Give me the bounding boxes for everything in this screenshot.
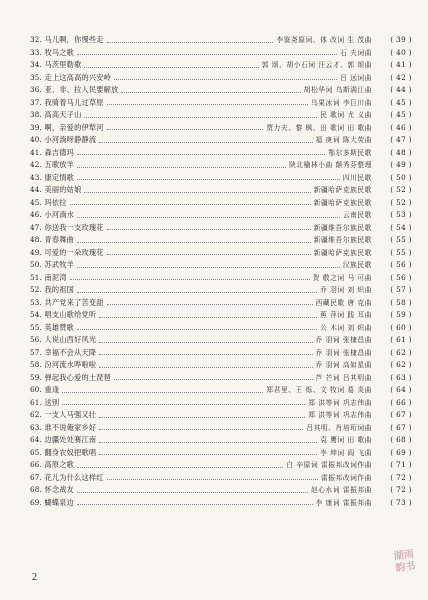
entry-credits: 乔 羽词 刘 炽曲 (320, 286, 372, 294)
leader-dots (107, 471, 318, 480)
entry-page-number: ( 61 ) (390, 335, 412, 344)
leader-dots (107, 221, 311, 230)
toc-entry (30, 397, 412, 410)
leader-dots (62, 384, 263, 393)
leader-dots (107, 96, 308, 105)
toc-entry (30, 109, 412, 122)
entry-title: 51. 南泥湾 (30, 272, 67, 282)
entry-credits: 乔 羽词 张棣昌曲 (315, 336, 372, 344)
entry-page-number: ( 64 ) (390, 385, 412, 394)
entry-credits: 李 坤词 阎 飞曲 (320, 448, 372, 457)
entry-title: 46. 小河淌水 (30, 210, 75, 219)
leader-dots (99, 334, 312, 343)
entry-title: 62. 一支人马强又壮 (30, 410, 97, 419)
leader-dots (121, 84, 300, 93)
entry-page-number: ( 57 ) (390, 285, 412, 294)
entry-page-number: ( 56 ) (390, 272, 412, 282)
entry-credits: 云南民歌 (342, 211, 372, 219)
entry-page-number: ( 66 ) (390, 397, 412, 407)
stamp-line-1: 湖雨 (393, 548, 415, 563)
entry-page-number: ( 59 ) (390, 310, 412, 319)
toc-entry (30, 97, 412, 110)
entry-credits: 李鉴尧原词、体 改词 生 茂曲 (276, 36, 372, 44)
entry-title: 40. 小河淌呀静静流 (30, 135, 97, 144)
entry-title: 35. 走上这高高的兴安岭 (30, 72, 112, 82)
entry-title: 36. 亚、非、拉人民要解放 (30, 85, 119, 94)
toc-entry (30, 372, 412, 385)
entry-page-number: ( 39 ) (390, 35, 412, 44)
entry-credits: 赵心水词 雷振邦曲 (310, 486, 372, 494)
toc-entry (30, 334, 412, 347)
entry-page-number: ( 53 ) (390, 210, 412, 219)
entry-title: 33. 牧马之歌 (30, 47, 75, 57)
entry-title: 54. 唱支山歌给党听 (30, 310, 97, 319)
entry-credits: 郑 洪等词 巩志伟曲 (308, 398, 372, 407)
toc-entry (30, 222, 412, 235)
entry-page-number: ( 52 ) (390, 197, 412, 207)
leader-dots (99, 421, 303, 430)
entry-credits: 郭 颂、胡小石词 汪云才、郭 颂曲 (261, 61, 372, 69)
entry-page-number: ( 45 ) (390, 110, 412, 119)
entry-title: 41. 森吉德玛 (30, 147, 75, 157)
entry-title: 53. 共产党来了苦变甜 (30, 297, 104, 307)
table-of-contents (30, 34, 412, 509)
entry-credits: 乔 羽词 高如星曲 (315, 361, 372, 369)
entry-title: 58. 汾河流水哗啦啦 (30, 360, 97, 369)
leader-dots (107, 121, 264, 130)
toc-entry (30, 384, 412, 397)
toc-entry (30, 284, 412, 297)
leader-dots (77, 159, 286, 168)
entry-credits: 新疆维吾尔族民歌 (313, 236, 372, 244)
leader-dots (77, 496, 312, 505)
entry-title: 42. 五歌放羊 (30, 160, 75, 169)
entry-page-number: ( 46 ) (390, 122, 412, 132)
watermark-stamp (383, 547, 428, 594)
entry-title: 37. 我骑着马儿过草原 (30, 97, 104, 107)
entry-title: 68. 怀念战友 (30, 485, 75, 494)
entry-page-number: ( 52 ) (390, 185, 412, 194)
entry-title: 69. 蝴蝶泉边 (30, 497, 75, 507)
entry-page-number: ( 68 ) (390, 435, 412, 444)
leader-dots (99, 409, 305, 418)
entry-credits: 白 辛原词 雷振邦改词作曲 (286, 461, 372, 469)
leader-dots (99, 134, 312, 143)
toc-entry (30, 122, 412, 135)
entry-title: 55. 英雄赞歌 (30, 322, 75, 332)
entry-page-number: ( 54 ) (390, 222, 412, 232)
entry-title: 49. 可爱的一朵玫瑰花 (30, 247, 104, 257)
entry-page-number: ( 67 ) (390, 410, 412, 419)
entry-title: 50. 苏武牧羊 (30, 260, 75, 269)
leader-dots (62, 396, 305, 405)
leader-dots (107, 296, 313, 305)
toc-entry (30, 422, 412, 435)
entry-title: 44. 美丽的姑娘 (30, 185, 82, 194)
leader-dots (84, 59, 258, 68)
entry-title: 39. 啊，亲爱的伊犁河 (30, 122, 104, 132)
entry-credits: 吕 远词曲 (340, 73, 372, 82)
entry-credits: 胡松华词 乌斯满江曲 (303, 86, 372, 94)
toc-entry (30, 59, 412, 72)
toc-entry (30, 197, 412, 210)
entry-credits: 袁 鹰词 田 歌曲 (320, 436, 372, 444)
leader-dots (70, 271, 310, 280)
toc-entry (30, 459, 412, 472)
entry-title: 45. 玛依拉 (30, 197, 67, 207)
leader-dots (77, 459, 283, 468)
toc-entry (30, 34, 412, 47)
entry-credits: 公 木词 刘 炽曲 (320, 323, 372, 332)
entry-title: 47. 你送我一支玫瑰花 (30, 222, 104, 232)
toc-entry (30, 322, 412, 335)
entry-credits: 民 歌词 尤 义曲 (320, 111, 372, 119)
entry-credits: 乌果冰词 李巨川曲 (310, 98, 372, 107)
toc-entry (30, 272, 412, 285)
entry-credits: 乔 羽词 张棣昌曲 (315, 348, 372, 357)
toc-entry (30, 472, 412, 485)
entry-title: 43. 康定情歌 (30, 172, 75, 182)
entry-page-number: ( 50 ) (390, 172, 412, 182)
entry-credits: 雷振邦改词作曲 (320, 473, 372, 482)
entry-credits: 陕北榆林小曲 颠秀芬整理 (289, 161, 372, 169)
entry-title: 64. 边疆处处赛江南 (30, 435, 97, 444)
entry-page-number: ( 72 ) (390, 485, 412, 494)
stamp-line-2: 韵书 (394, 560, 417, 575)
entry-page-number: ( 48 ) (390, 147, 412, 157)
leader-dots (99, 446, 317, 455)
entry-page-number: ( 47 ) (390, 135, 412, 144)
entry-credits: 汉族民歌 (342, 261, 372, 269)
entry-page-number: ( 62 ) (390, 347, 412, 357)
toc-entry (30, 497, 412, 510)
entry-title: 38. 高高天子山 (30, 110, 82, 119)
entry-page-number: ( 67 ) (390, 422, 412, 432)
toc-entry (30, 234, 412, 247)
entry-page-number: ( 56 ) (390, 260, 412, 269)
leader-dots (77, 171, 340, 180)
entry-title: 56. 人说山西好风光 (30, 335, 97, 344)
entry-page-number: ( 71 ) (390, 460, 412, 469)
entry-page-number: ( 58 ) (390, 297, 412, 307)
entry-page-number: ( 49 ) (390, 160, 412, 169)
entry-title: 66. 高原之歌 (30, 460, 75, 469)
leader-dots (107, 34, 274, 43)
toc-entry (30, 259, 412, 272)
leader-dots (107, 246, 311, 255)
entry-page-number: ( 60 ) (390, 322, 412, 332)
entry-credits: 福 庚词 陈大荧曲 (315, 136, 372, 144)
leader-dots (77, 146, 325, 155)
entry-credits: 西藏民歌 唐 克曲 (315, 298, 372, 307)
entry-page-number: ( 55 ) (390, 247, 412, 257)
toc-entry (30, 184, 412, 197)
entry-credits: 鄂尔多斯民歌 (328, 148, 372, 157)
entry-page-number: ( 72 ) (390, 472, 412, 482)
leader-dots (77, 234, 311, 243)
entry-credits: 新疆哈萨克族民歌 (313, 198, 372, 207)
entry-credits: 石 夫词曲 (340, 48, 372, 57)
toc-entry (30, 297, 412, 310)
leader-dots (99, 434, 317, 443)
toc-entry (30, 247, 412, 260)
entry-credits: 李 康词 雷振邦曲 (315, 498, 372, 507)
entry-title: 67. 花儿为什么这样红 (30, 472, 104, 482)
entry-credits: 贺 敬之词 马 可曲 (312, 273, 372, 282)
leader-dots (114, 71, 337, 80)
entry-title: 34. 马茨里勒歌 (30, 60, 82, 69)
toc-entry (30, 447, 412, 460)
entry-credits: 郑 洪等词 巩志伟曲 (308, 411, 372, 419)
toc-entry (30, 84, 412, 97)
toc-entry (30, 347, 412, 360)
entry-title: 52. 我的祖国 (30, 285, 75, 294)
leader-dots (84, 184, 310, 193)
entry-page-number: ( 63 ) (390, 372, 412, 382)
toc-entry (30, 147, 412, 160)
entry-credits: 新疆哈萨克族民歌 (313, 248, 372, 257)
entry-credits: 新疆哈萨克族民歌 (313, 186, 372, 194)
entry-page-number: ( 45 ) (390, 97, 412, 107)
entry-page-number: ( 42 ) (390, 72, 412, 82)
entry-title: 59. 弹起我心爱的土琵琶 (30, 372, 112, 382)
entry-title: 48. 青春舞曲 (30, 235, 75, 244)
entry-credits: 贾力夫、黎 枫、田 歌词 田 歌曲 (266, 123, 372, 132)
leader-dots (77, 321, 317, 330)
entry-credits: 新疆维吾尔族民歌 (313, 223, 372, 232)
leader-dots (114, 371, 313, 380)
toc-entry (30, 72, 412, 85)
toc-entry (30, 309, 412, 322)
entry-title: 65. 翻身农奴把歌唱 (30, 447, 97, 457)
toc-entry (30, 484, 412, 497)
toc-entry (30, 409, 412, 422)
entry-page-number: ( 73 ) (390, 497, 412, 507)
leader-dots (77, 46, 337, 55)
leader-dots (84, 109, 317, 118)
toc-entry (30, 134, 412, 147)
leader-dots (99, 309, 317, 318)
toc-entry (30, 159, 412, 172)
toc-entry (30, 359, 412, 372)
leader-dots (77, 284, 317, 293)
leader-dots (99, 346, 312, 355)
toc-entry (30, 47, 412, 60)
entry-credits: 四川民歌 (342, 173, 372, 182)
entry-page-number: ( 40 ) (390, 47, 412, 57)
leader-dots (70, 196, 311, 205)
leader-dots (77, 209, 340, 218)
entry-title: 32. 马儿啊，你慢些走 (30, 35, 104, 44)
entry-page-number: ( 55 ) (390, 235, 412, 244)
entry-page-number: ( 69 ) (390, 447, 412, 457)
toc-entry (30, 434, 412, 447)
entry-page-number: ( 44 ) (390, 85, 412, 94)
entry-credits: 蕉 萍词 践 耳曲 (320, 311, 372, 319)
entry-credits: 芦 芒词 吕其明曲 (315, 373, 372, 382)
leader-dots (77, 484, 308, 493)
entry-title: 57. 幸福不会从天降 (30, 347, 97, 357)
entry-credits: 吕其明、肖培珩词曲 (306, 423, 372, 432)
toc-entry (30, 209, 412, 222)
leader-dots (77, 259, 340, 268)
entry-title: 60. 重逢 (30, 385, 60, 394)
entry-title: 63. 谁不说俺家乡好 (30, 422, 97, 432)
toc-entry (30, 172, 412, 185)
leader-dots (99, 359, 312, 368)
entry-title: 61. 送别 (30, 397, 60, 407)
entry-page-number: ( 41 ) (390, 60, 412, 69)
page-number: 2 (32, 572, 37, 583)
entry-page-number: ( 62 ) (390, 360, 412, 369)
entry-credits: 郑君里、王 烁、文 牧词 葛 炎曲 (266, 386, 372, 394)
